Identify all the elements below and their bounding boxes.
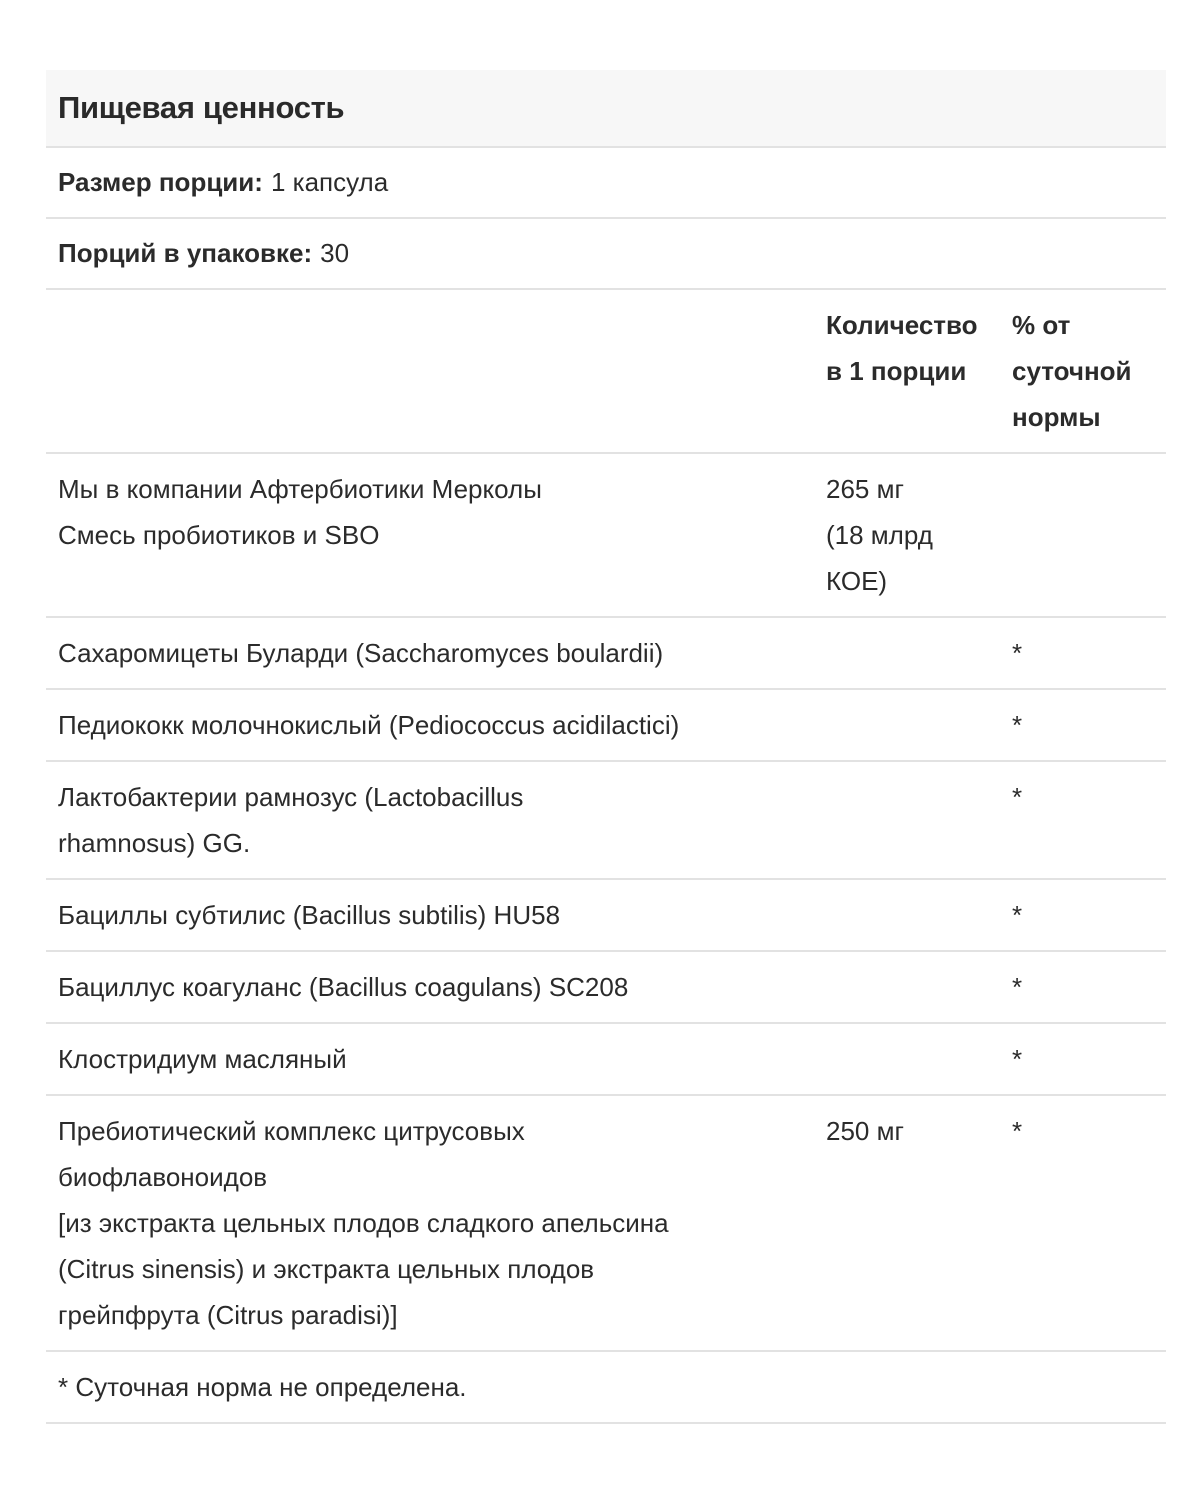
ingredient-daily-value — [1000, 1024, 1166, 1094]
table-row — [46, 454, 1166, 618]
table-row — [46, 690, 1166, 762]
ingredient-amount — [814, 618, 1000, 688]
ingredient-amount-line: 250 мг — [826, 1116, 904, 1146]
ingredient-name-line: Пребиотический комплекс цитрусовых — [58, 1116, 525, 1146]
column-header-dv-line: нормы — [1012, 402, 1101, 432]
ingredient-name-line: Бациллы субтилис (Bacillus subtilis) HU58 — [58, 900, 561, 930]
ingredient-daily-value — [1000, 952, 1166, 1022]
serving-size-row — [46, 148, 1166, 219]
column-header-dv-line: % от — [1012, 310, 1071, 340]
servings-per-container-value: 30 — [320, 238, 350, 268]
title-row — [46, 70, 1166, 148]
ingredient-daily-value — [1000, 762, 1166, 878]
table-row — [46, 1096, 1166, 1352]
supplement-facts-panel — [46, 70, 1166, 1424]
column-header-name — [46, 290, 814, 452]
ingredient-amount — [814, 690, 1000, 760]
daily-value-marker: * — [1012, 1116, 1023, 1146]
ingredient-amount — [814, 1024, 1000, 1094]
ingredient-name-line: грейпфрута (Citrus paradisi)] — [58, 1300, 398, 1330]
ingredient-name — [46, 618, 814, 688]
ingredient-name-line: (Citrus sinensis) и экстракта цельных плодов — [58, 1254, 595, 1284]
servings-per-container-label: Порций в упаковке: — [58, 238, 313, 268]
ingredient-amount-line: КОЕ) — [826, 566, 888, 596]
ingredient-name — [46, 952, 814, 1022]
ingredient-amount-line: 265 мг — [826, 474, 904, 504]
ingredient-name-line: Мы в компании Афтербиотики Мерколы — [58, 474, 542, 504]
ingredient-amount — [814, 952, 1000, 1022]
table-row — [46, 880, 1166, 952]
daily-value-marker: * — [1012, 782, 1023, 812]
ingredient-name-line: Клостридиум масляный — [58, 1044, 347, 1074]
ingredient-name-line: биофлавоноидов — [58, 1162, 268, 1192]
ingredient-name — [46, 1024, 814, 1094]
daily-value-marker: * — [1012, 638, 1023, 668]
column-header-amount-line: в 1 порции — [826, 356, 967, 386]
table-row — [46, 952, 1166, 1024]
daily-value-marker: * — [1012, 1044, 1023, 1074]
ingredient-name — [46, 762, 814, 878]
ingredient-amount — [814, 762, 1000, 878]
ingredient-name-line: Бациллус коагуланс (Bacillus coagulans) SC208 — [58, 972, 629, 1002]
ingredient-name — [46, 880, 814, 950]
column-header-amount-line: Количество — [826, 310, 978, 340]
ingredient-amount-line: (18 млрд — [826, 520, 933, 550]
ingredient-name — [46, 454, 814, 616]
ingredient-daily-value — [1000, 690, 1166, 760]
serving-size-value: 1 капсула — [270, 167, 389, 197]
ingredient-daily-value — [1000, 618, 1166, 688]
ingredient-rows — [46, 454, 1166, 1352]
ingredient-name-line: Педиококк молочнокислый (Pediococcus acidilactici) — [58, 710, 680, 740]
ingredient-name — [46, 1096, 814, 1350]
ingredient-name-line: [из экстракта цельных плодов сладкого апельсина — [58, 1208, 669, 1238]
ingredient-amount — [814, 454, 1000, 616]
ingredient-amount — [814, 880, 1000, 950]
servings-per-container-row — [46, 219, 1166, 290]
ingredient-daily-value — [1000, 454, 1166, 616]
daily-value-marker: * — [1012, 710, 1023, 740]
ingredient-daily-value — [1000, 1096, 1166, 1350]
table-row — [46, 1024, 1166, 1096]
table-row — [46, 762, 1166, 880]
table-row — [46, 618, 1166, 690]
ingredient-daily-value — [1000, 880, 1166, 950]
page-title: Пищевая ценность — [58, 90, 345, 125]
ingredient-name — [46, 690, 814, 760]
ingredient-name-line: Лактобактерии рамнозус (Lactobacillus — [58, 782, 524, 812]
ingredient-amount — [814, 1096, 1000, 1350]
column-header-amount — [814, 290, 1000, 452]
column-header-daily-value — [1000, 290, 1166, 452]
daily-value-marker: * — [1012, 900, 1023, 930]
footnote: * Суточная норма не определена. — [46, 1352, 1166, 1424]
column-header-row — [46, 290, 1166, 454]
ingredient-name-line: rhamnosus) GG. — [58, 828, 251, 858]
daily-value-marker: * — [1012, 972, 1023, 1002]
ingredient-name-line: Сахаромицеты Буларди (Saccharomyces boulardii) — [58, 638, 664, 668]
column-header-dv-line: суточной — [1012, 356, 1132, 386]
ingredient-name-line: Смесь пробиотиков и SBO — [58, 520, 380, 550]
serving-size-label: Размер порции: — [58, 167, 263, 197]
